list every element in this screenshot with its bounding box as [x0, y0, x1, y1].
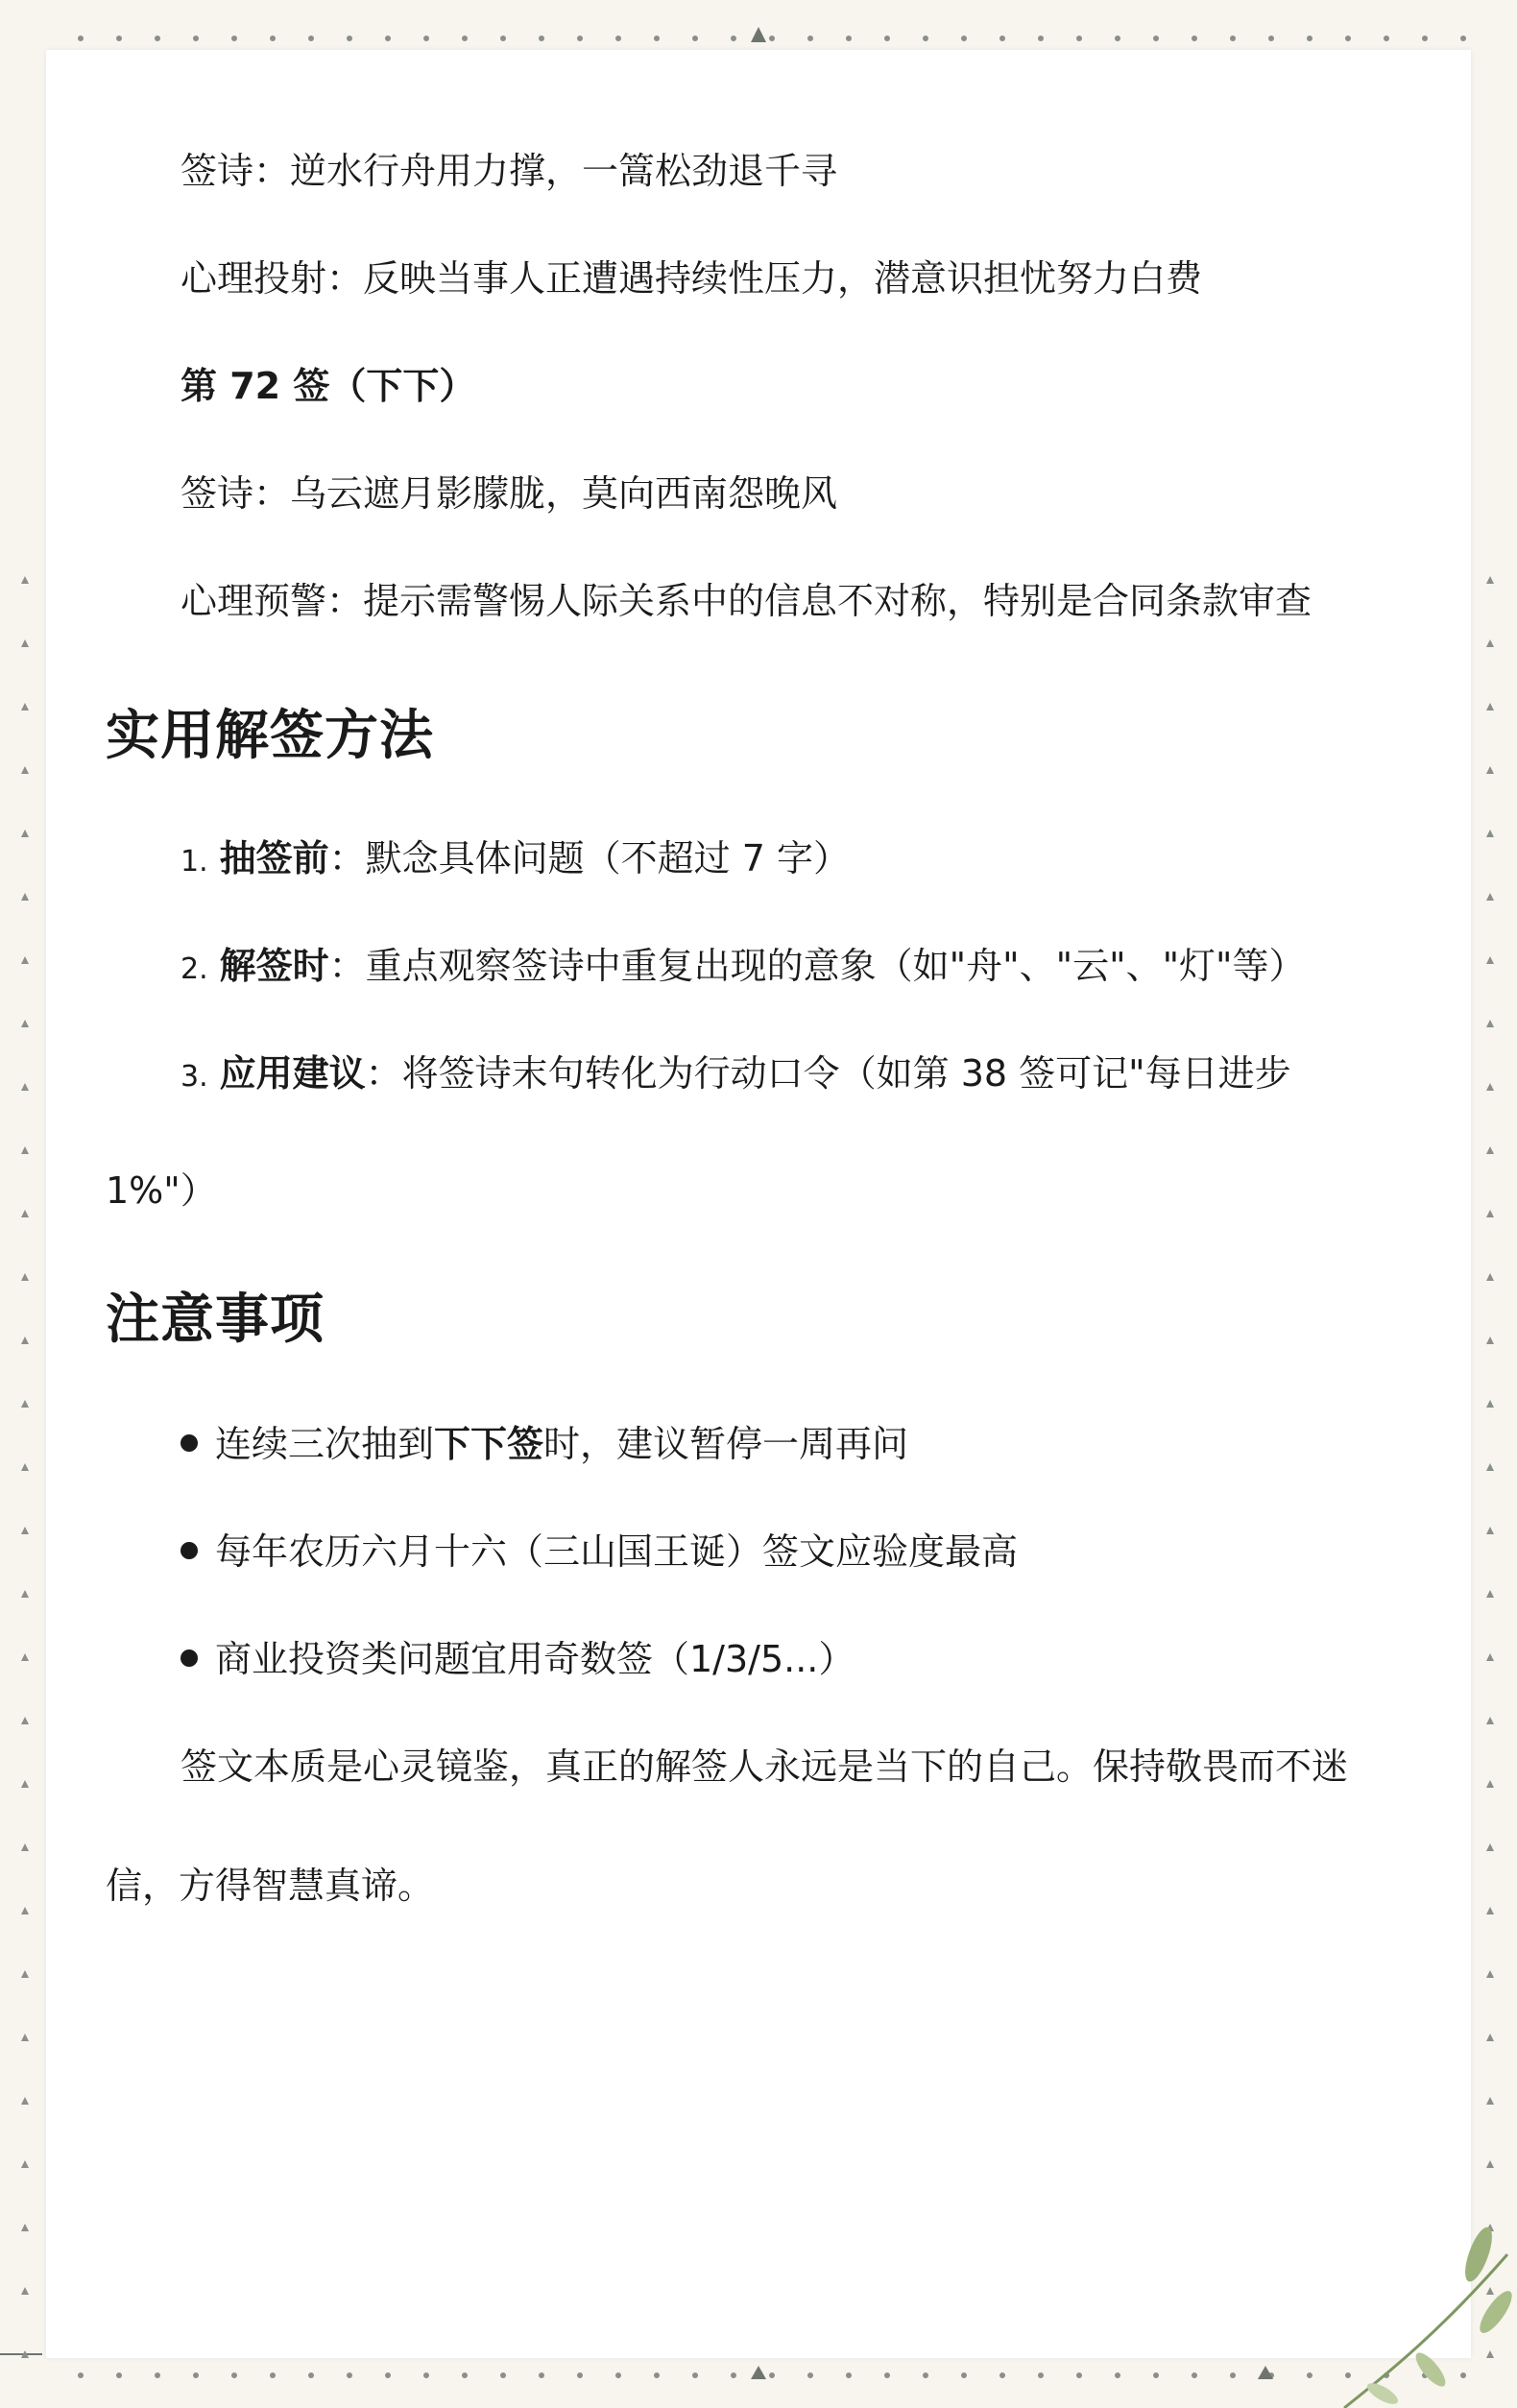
- border-dot: [884, 2372, 890, 2378]
- note-item-2: [181, 1525, 1018, 1578]
- border-dot: [1486, 703, 1494, 710]
- border-dot: [21, 1336, 29, 1344]
- border-dot: [21, 639, 29, 647]
- border-dot: [21, 766, 29, 774]
- border-dot: [1486, 639, 1494, 647]
- border-dot: [21, 1590, 29, 1598]
- lot72-title: 第 72 签（下下）: [181, 365, 476, 407]
- border-dot: [923, 36, 928, 41]
- method-item-label: 应用建议: [219, 1052, 366, 1095]
- border-dot: [1486, 1780, 1494, 1788]
- border-dot: [539, 36, 544, 41]
- border-dot: [1486, 893, 1494, 901]
- note-item-bold: 下下签: [434, 1423, 544, 1465]
- border-dot: [347, 2372, 352, 2378]
- border-dot: [1486, 1210, 1494, 1217]
- method-item-sep: ：: [365, 1052, 402, 1095]
- border-dot: [21, 956, 29, 964]
- border-dot: [1486, 1463, 1494, 1471]
- method-item-sep: ：: [328, 945, 366, 987]
- method-item-label: 抽签前: [219, 837, 329, 879]
- border-dot: [1076, 2372, 1082, 2378]
- border-dot: [1486, 2097, 1494, 2105]
- methods-heading: 实用解签方法: [106, 705, 434, 767]
- border-dot: [1307, 36, 1312, 41]
- border-dot: [270, 36, 276, 41]
- note-item-pre: 商业投资类问题宜用奇数签（1/3/5...）: [215, 1638, 855, 1680]
- border-dot: [21, 1970, 29, 1978]
- border-dot: [21, 2034, 29, 2041]
- method-item-text: 将签诗末句转化为行动口令（如第 38 签可记"每日进步: [401, 1052, 1291, 1095]
- border-dot: [654, 2372, 660, 2378]
- lot71-poem-text: 逆水行舟用力撑，一篙松劲退千寻: [290, 150, 838, 192]
- border-dot: [846, 2372, 852, 2378]
- leaf-decoration-icon: [1287, 2216, 1517, 2408]
- border-dot: [193, 36, 199, 41]
- border-dot: [1345, 36, 1351, 41]
- border-dot: [1486, 1843, 1494, 1851]
- method-item-3: [181, 1047, 1291, 1104]
- notes-heading: 注意事项: [106, 1288, 325, 1351]
- border-dot: [1486, 1146, 1494, 1154]
- note-item-1: [181, 1417, 908, 1471]
- border-dot: [1486, 1336, 1494, 1344]
- border-dot: [731, 2372, 736, 2378]
- closing-line-1: 签文本质是心灵镜鉴，真正的解签人永远是当下的自己。保持敬畏而不迷: [181, 1746, 1349, 1788]
- border-dot: [1268, 36, 1274, 41]
- border-dot: [21, 2160, 29, 2168]
- lot72-poem-text: 乌云遮月影朦胧，莫向西南怨晚风: [290, 472, 838, 515]
- border-dot: [21, 1527, 29, 1534]
- border-dot: [1486, 766, 1494, 774]
- closing-line-2: 信，方得智慧真谛。: [106, 1865, 435, 1907]
- border-dot: [21, 1653, 29, 1661]
- border-dot: [116, 36, 122, 41]
- note-item-3: [181, 1632, 855, 1686]
- border-dot: [654, 36, 660, 41]
- border-dot: [385, 2372, 391, 2378]
- bullet-icon: [181, 1542, 198, 1559]
- border-dot: [21, 1843, 29, 1851]
- border-dot: [961, 36, 967, 41]
- method-item-number: 3.: [181, 1060, 208, 1094]
- border-dot: [270, 2372, 276, 2378]
- border-dot: [21, 1273, 29, 1281]
- lot72-warning: [181, 574, 1312, 628]
- border-dot: [462, 2372, 468, 2378]
- border-dot: [21, 1146, 29, 1154]
- border-dot: [1486, 1527, 1494, 1534]
- border-dot: [78, 2372, 84, 2378]
- border-dot: [231, 36, 237, 41]
- border-dot: [807, 2372, 813, 2378]
- method-item-3-continuation: 1%"）: [106, 1169, 217, 1212]
- border-dot: [1384, 36, 1389, 41]
- border-dot: [21, 893, 29, 901]
- border-dot: [1230, 36, 1236, 41]
- border-dot: [21, 2350, 29, 2358]
- border-dot: [1486, 830, 1494, 837]
- border-dot: [1038, 2372, 1044, 2378]
- border-dot: [500, 2372, 506, 2378]
- border-dot: [1192, 2372, 1197, 2378]
- border-dot: [385, 36, 391, 41]
- border-dot: [1486, 1907, 1494, 1914]
- border-dot: [21, 703, 29, 710]
- border-dot: [1486, 1717, 1494, 1724]
- lot71-psych: [181, 252, 1202, 305]
- border-dot: [1486, 2160, 1494, 2168]
- border-dot: [462, 36, 468, 41]
- border-dot: [1422, 36, 1428, 41]
- border-dot: [21, 1020, 29, 1027]
- border-dot: [1115, 2372, 1120, 2378]
- method-item-text: 默念具体问题（不超过 7 字）: [365, 837, 850, 879]
- border-dot: [1486, 1020, 1494, 1027]
- border-dot: [21, 830, 29, 837]
- border-dot: [21, 2224, 29, 2231]
- border-dot: [116, 2372, 122, 2378]
- border-dot: [21, 2097, 29, 2105]
- border-dot: [21, 1463, 29, 1471]
- border-dot: [155, 2372, 160, 2378]
- lot71-poem-label: 签诗：: [181, 150, 291, 192]
- border-dot: [21, 1083, 29, 1091]
- border-dot: [961, 2372, 967, 2378]
- border-dot: [21, 1210, 29, 1217]
- border-dot: [577, 36, 583, 41]
- top-dotted-border: [0, 0, 1517, 58]
- border-dot: [1486, 956, 1494, 964]
- border-dot: [231, 2372, 237, 2378]
- border-dot: [1230, 2372, 1236, 2378]
- method-item-number: 1.: [181, 845, 208, 879]
- border-dot: [1153, 2372, 1159, 2378]
- border-dot: [423, 2372, 429, 2378]
- note-item-pre: 连续三次抽到: [215, 1423, 435, 1465]
- border-dot: [155, 36, 160, 41]
- border-dot: [1486, 1590, 1494, 1598]
- border-dot: [1038, 36, 1044, 41]
- border-dot: [999, 36, 1005, 41]
- border-dot: [923, 2372, 928, 2378]
- border-dot: [500, 36, 506, 41]
- border-dot: [78, 36, 84, 41]
- border-dot: [1486, 1400, 1494, 1408]
- border-dot: [1486, 1083, 1494, 1091]
- border-dot: [615, 2372, 621, 2378]
- border-dot: [21, 1780, 29, 1788]
- border-dot: [1486, 2034, 1494, 2041]
- lot72-poem-label: 签诗：: [181, 472, 291, 515]
- border-dot: [615, 36, 621, 41]
- lot71-psych-text: 反映当事人正遭遇持续性压力，潜意识担忧努力白费: [363, 257, 1203, 300]
- bullet-icon: [181, 1649, 198, 1667]
- border-dot: [1153, 36, 1159, 41]
- method-item-text: 重点观察签诗中重复出现的意象（如"舟"、"云"、"灯"等）: [365, 945, 1306, 987]
- method-item-2: [181, 939, 1306, 997]
- border-dot: [347, 36, 352, 41]
- border-dot: [21, 576, 29, 584]
- border-dot: [21, 1907, 29, 1914]
- border-dot: [692, 36, 698, 41]
- border-dot: [1192, 36, 1197, 41]
- border-dot: [1486, 1273, 1494, 1281]
- note-item-pre: 每年农历六月十六（三山国王诞）签文应验度最高: [215, 1530, 1019, 1573]
- method-item-number: 2.: [181, 952, 208, 986]
- method-item-1: [181, 831, 850, 889]
- border-dot: [807, 36, 813, 41]
- border-dot: [308, 36, 314, 41]
- method-item-sep: ：: [328, 837, 366, 879]
- border-dot: [539, 2372, 544, 2378]
- border-dot: [692, 2372, 698, 2378]
- lot71-poem: [181, 144, 837, 198]
- method-item-label: 解签时: [219, 945, 329, 987]
- bullet-icon: [181, 1434, 198, 1452]
- lot72-warning-label: 心理预警：: [181, 580, 364, 622]
- border-dot: [884, 36, 890, 41]
- border-dot: [21, 1400, 29, 1408]
- border-dot: [193, 2372, 199, 2378]
- border-dot: [21, 1717, 29, 1724]
- lot72-poem: [181, 467, 837, 520]
- border-dot: [1076, 36, 1082, 41]
- border-dot: [577, 2372, 583, 2378]
- lot72-warning-text: 提示需警惕人际关系中的信息不对称，特别是合同条款审查: [363, 580, 1312, 622]
- border-dot: [769, 2372, 775, 2378]
- border-dot: [1486, 1653, 1494, 1661]
- border-dot: [308, 2372, 314, 2378]
- border-dot: [423, 36, 429, 41]
- border-dot: [846, 36, 852, 41]
- lot71-psych-label: 心理投射：: [181, 257, 364, 300]
- border-dot: [1115, 36, 1120, 41]
- note-item-post: 时，建议暂停一周再问: [543, 1423, 909, 1465]
- border-dot: [731, 36, 736, 41]
- border-dot: [1486, 576, 1494, 584]
- border-dot: [999, 2372, 1005, 2378]
- border-dot: [769, 36, 775, 41]
- border-dot: [1486, 1970, 1494, 1978]
- border-dot: [21, 2287, 29, 2295]
